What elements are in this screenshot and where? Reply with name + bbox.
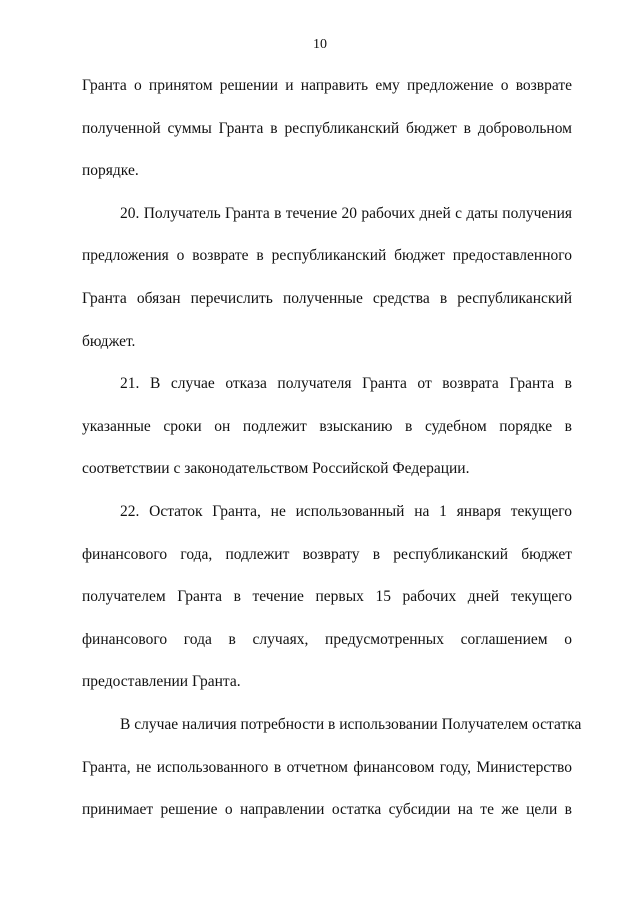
text-line: получателем Гранта в течение первых 15 рабочих дней текущего	[82, 588, 572, 606]
paragraph-20-start: 20. Получатель Гранта в течение 20 рабочих дней с даты получения	[120, 204, 572, 222]
text-line: финансового года в случаях, предусмотренных соглашением о	[82, 630, 572, 648]
text-line: принимает решение о направлении остатка субсидии на те же цели в	[82, 801, 572, 819]
text-line: порядке.	[82, 162, 139, 180]
paragraph-22-start: 22. Остаток Гранта, не использованный на 1 января текущего	[120, 502, 572, 520]
text-line: полученной суммы Гранта в республиканский бюджет в добровольном	[82, 119, 572, 137]
text-line: предложения о возврате в республиканский бюджет предоставленного	[82, 247, 572, 265]
paragraph-remainder-start: В случае наличия потребности в использовании Получателем остатка	[120, 715, 582, 733]
paragraph-21-start: 21. В случае отказа получателя Гранта от возврата Гранта в	[120, 375, 572, 393]
text-line: Гранта, не использованного в отчетном финансовом году, Министерство	[82, 758, 572, 776]
text-line: бюджет.	[82, 332, 136, 350]
text-line: Гранта о принятом решении и направить ему предложение о возврате	[82, 77, 572, 94]
text-line: соответствии с законодательством Российской Федерации.	[82, 460, 470, 478]
page-number: 10	[313, 37, 327, 52]
document-body	[82, 76, 582, 843]
text-line: предоставлении Гранта.	[82, 673, 241, 691]
text-line: указанные сроки он подлежит взысканию в судебном порядке в	[82, 417, 572, 435]
text-line: Гранта обязан перечислить полученные средства в республиканский	[82, 289, 572, 307]
text-line: финансового года, подлежит возврату в республиканский бюджет	[82, 545, 572, 563]
